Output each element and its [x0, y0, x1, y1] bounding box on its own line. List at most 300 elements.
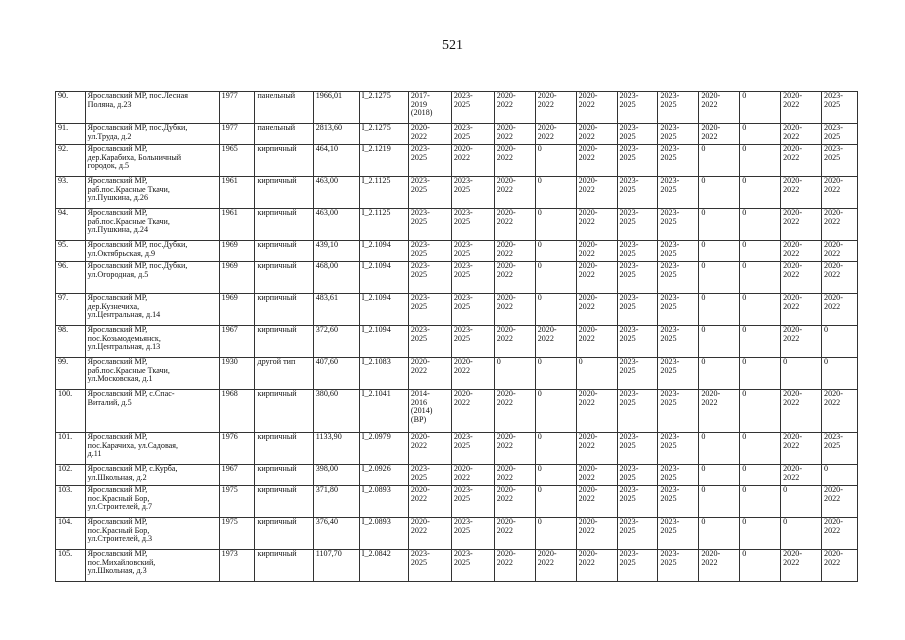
cell-line: 2020- — [578, 91, 598, 100]
cell-line: 2025 — [410, 216, 428, 226]
period-cell — [658, 262, 699, 294]
period-cell — [658, 177, 699, 209]
cell-line: 2023- — [453, 325, 473, 334]
code-cell: I_2.1094 — [359, 294, 408, 326]
period-cell — [617, 326, 658, 358]
cell-line: 2023- — [660, 325, 680, 334]
period-cell — [408, 241, 451, 262]
code-cell: I_2.0893 — [359, 486, 408, 518]
cell-line: 2022 — [453, 472, 471, 482]
cell-line: 2022 — [578, 525, 595, 535]
cell-line: 2020- — [496, 261, 516, 270]
cell-line: 2023- — [453, 549, 473, 558]
cell-line: 2020- — [410, 517, 430, 526]
row-number: 104. — [56, 518, 86, 550]
period-cell — [451, 486, 494, 518]
cell-line: 2020- — [783, 549, 803, 558]
cell-line: 2020- — [824, 293, 843, 302]
cell-line: 2023- — [660, 208, 680, 217]
cell-line: дер.Карабиха, Больничный — [87, 152, 182, 162]
cell-line: Ярославский МР, — [87, 293, 148, 302]
period-cell — [408, 145, 451, 177]
code-cell: I_2.0893 — [359, 518, 408, 550]
period-cell — [408, 262, 451, 294]
area-cell: 463,00 — [313, 209, 359, 241]
cell-line: 2020- — [578, 549, 598, 558]
cell-line: 2022 — [578, 269, 595, 279]
row-number: 97. — [56, 294, 86, 326]
period-cell — [699, 241, 740, 262]
cell-line: 0 — [742, 549, 747, 558]
cell-line: 2023- — [824, 144, 843, 153]
cell-line: Ярославский МР, — [87, 144, 148, 153]
period-cell — [781, 177, 822, 209]
address-cell — [85, 294, 219, 326]
period-cell — [740, 262, 781, 294]
period-cell — [408, 518, 451, 550]
period-cell — [451, 92, 494, 124]
cell-line: 2023- — [453, 123, 473, 132]
cell-line: раб.пос.Красные Ткачи, — [87, 184, 170, 194]
period-cell — [658, 518, 699, 550]
period-cell — [408, 465, 451, 486]
period-cell — [781, 550, 822, 582]
period-cell — [576, 358, 617, 390]
cell-line: 2025 — [660, 525, 677, 535]
cell-line: 2020- — [496, 123, 516, 132]
cell-line: 2017- — [410, 91, 430, 100]
year-cell: 1961 — [219, 177, 255, 209]
cell-line: 0 — [537, 176, 542, 185]
cell-line: 0 — [742, 325, 747, 334]
cell-line: 2022 — [783, 248, 800, 258]
period-cell — [408, 177, 451, 209]
period-cell — [408, 550, 451, 582]
cell-line: 2022 — [783, 152, 800, 162]
cell-line: 2020- — [783, 293, 803, 302]
cell-line: 2020- — [496, 485, 516, 494]
code-cell: I_2.0842 — [359, 550, 408, 582]
cell-line: 2023- — [619, 144, 639, 153]
cell-line: 2022 — [578, 472, 595, 482]
cell-line: 2022 — [410, 365, 428, 375]
area-cell: 1107,70 — [313, 550, 359, 582]
period-cell — [617, 241, 658, 262]
period-cell — [451, 326, 494, 358]
cell-line: 2020- — [537, 91, 557, 100]
period-cell — [576, 241, 617, 262]
cell-line: 2023- — [619, 293, 639, 302]
cell-line: 2022 — [783, 557, 800, 567]
cell-line: 0 — [824, 357, 829, 366]
year-cell: 1967 — [219, 465, 255, 486]
period-cell — [617, 550, 658, 582]
period-cell — [535, 550, 576, 582]
period-cell — [617, 124, 658, 145]
cell-line: 2022 — [496, 152, 513, 162]
period-cell — [781, 124, 822, 145]
row-number: 96. — [56, 262, 86, 294]
cell-line: 2023- — [660, 549, 680, 558]
row-number: 93. — [56, 177, 86, 209]
period-cell — [494, 177, 535, 209]
year-cell: 1975 — [219, 518, 255, 550]
period-cell — [699, 358, 740, 390]
cell-line: 2020- — [578, 261, 598, 270]
area-cell: 372,60 — [313, 326, 359, 358]
period-cell — [658, 390, 699, 433]
cell-line: 2020- — [824, 389, 843, 398]
period-cell — [451, 358, 494, 390]
cell-line: раб.пос.Красные Ткачи, — [87, 365, 170, 375]
period-cell — [535, 92, 576, 124]
wall-material-cell: кирпичный — [255, 518, 313, 550]
cell-line: 2023- — [619, 176, 639, 185]
cell-line: Ярославский МР, пос.Дубки, — [87, 240, 188, 249]
cell-line: 0 — [496, 357, 501, 366]
cell-line: 2023- — [660, 123, 680, 132]
period-cell — [535, 177, 576, 209]
period-cell — [699, 294, 740, 326]
period-cell — [617, 465, 658, 486]
period-cell — [740, 390, 781, 433]
cell-line: 2025 — [660, 269, 677, 279]
cell-line: 0 — [742, 517, 747, 526]
period-cell — [740, 550, 781, 582]
cell-line: 2022 — [783, 301, 800, 311]
row-number: 92. — [56, 145, 86, 177]
cell-line: 2025 — [824, 99, 841, 109]
period-cell — [781, 241, 822, 262]
period-cell — [699, 124, 740, 145]
cell-line: 2025 — [453, 248, 471, 258]
address-cell — [85, 433, 219, 465]
period-cell — [451, 209, 494, 241]
cell-line: 2025 — [660, 493, 677, 503]
address-cell — [85, 124, 219, 145]
period-cell — [699, 177, 740, 209]
cell-line: ул.Школьная, д.3 — [87, 566, 147, 576]
period-cell — [535, 390, 576, 433]
cell-line: 2020- — [537, 123, 557, 132]
table-row — [56, 358, 858, 390]
cell-line: Ярославский МР, — [87, 208, 148, 217]
cell-line: 0 — [701, 293, 706, 302]
period-cell — [699, 326, 740, 358]
cell-line: 2020- — [701, 123, 721, 132]
address-cell — [85, 326, 219, 358]
cell-line: 2022 — [496, 440, 513, 450]
cell-line: 2022 — [496, 216, 513, 226]
cell-line: 2023- — [410, 208, 430, 217]
cell-line: 0 — [701, 144, 706, 153]
cell-line: 2022 — [824, 248, 841, 258]
cell-line: 2022 — [578, 397, 595, 407]
period-cell — [699, 433, 740, 465]
cell-line: 2025 — [660, 216, 677, 226]
cell-line: ул.Московская, д.1 — [87, 374, 153, 384]
cell-line: 2022 — [496, 184, 513, 194]
cell-line: пос.Красный Бор, — [87, 525, 150, 535]
period-cell — [781, 294, 822, 326]
period-cell — [576, 177, 617, 209]
period-cell — [576, 262, 617, 294]
cell-line: 2025 — [619, 493, 636, 503]
cell-line: ул.Огородная, д.5 — [87, 269, 149, 279]
cell-line: 2022 — [496, 131, 513, 141]
cell-line: 0 — [783, 485, 788, 494]
cell-line: 2022 — [783, 333, 800, 343]
cell-line: 2023- — [453, 261, 473, 270]
cell-line: 2022 — [453, 152, 471, 162]
year-cell: 1973 — [219, 550, 255, 582]
period-cell — [451, 124, 494, 145]
cell-line: 2025 — [453, 99, 471, 109]
cell-line: 2023- — [619, 464, 639, 473]
area-cell: 380,60 — [313, 390, 359, 433]
table-row — [56, 209, 858, 241]
cell-line: 0 — [701, 485, 706, 494]
cell-line: 2020- — [783, 240, 803, 249]
cell-line: 2020- — [578, 144, 598, 153]
address-cell — [85, 262, 219, 294]
cell-line: 2022 — [496, 525, 513, 535]
area-cell: 439,10 — [313, 241, 359, 262]
period-cell — [494, 294, 535, 326]
period-cell — [781, 465, 822, 486]
wall-material-cell: кирпичный — [255, 209, 313, 241]
cell-line: 2025 — [619, 152, 636, 162]
cell-line: 2020- — [578, 325, 598, 334]
cell-line: ул.Октябрьская, д.9 — [87, 248, 156, 258]
cell-line: пос.Карачиха, ул.Садовая, — [87, 440, 178, 450]
cell-line: 2020- — [453, 357, 473, 366]
cell-line: 2022 — [783, 99, 800, 109]
cell-line: 2023- — [410, 464, 430, 473]
address-cell — [85, 358, 219, 390]
cell-line: 2023- — [453, 208, 473, 217]
period-cell — [408, 390, 451, 433]
year-cell: 1976 — [219, 433, 255, 465]
period-cell — [494, 518, 535, 550]
cell-line: 2020- — [410, 123, 430, 132]
wall-material-cell: кирпичный — [255, 177, 313, 209]
cell-line: 2020- — [824, 240, 843, 249]
period-cell — [658, 124, 699, 145]
period-cell — [740, 177, 781, 209]
cell-line: ул.Строителей, д.3 — [87, 534, 153, 544]
cell-line: 2020- — [783, 123, 803, 132]
period-cell — [822, 486, 858, 518]
cell-line: 2025 — [410, 152, 428, 162]
period-cell — [699, 486, 740, 518]
table-row — [56, 294, 858, 326]
year-cell: 1977 — [219, 124, 255, 145]
cell-line: 2023- — [410, 261, 430, 270]
cell-line: раб.пос.Красные Ткачи, — [87, 216, 170, 226]
table-row — [56, 326, 858, 358]
period-cell — [822, 358, 858, 390]
period-cell — [822, 209, 858, 241]
period-cell — [699, 465, 740, 486]
code-cell: I_2.1094 — [359, 326, 408, 358]
cell-line: 2020- — [453, 389, 473, 398]
cell-line: 0 — [537, 293, 542, 302]
cell-line: 2023- — [660, 91, 680, 100]
cell-line: 2020- — [783, 325, 803, 334]
cell-line: д.11 — [87, 449, 102, 459]
code-cell: I_2.1094 — [359, 262, 408, 294]
cell-line: 2025 — [453, 184, 471, 194]
period-cell — [617, 177, 658, 209]
area-cell: 463,00 — [313, 177, 359, 209]
cell-line: 2025 — [660, 301, 677, 311]
period-cell — [535, 294, 576, 326]
cell-line: 2023- — [660, 432, 680, 441]
period-cell — [576, 433, 617, 465]
area-cell: 376,40 — [313, 518, 359, 550]
period-cell — [451, 433, 494, 465]
cell-line: Ярославский МР, пос.Дубки, — [87, 261, 188, 270]
cell-line: 2023- — [824, 91, 843, 100]
area-cell: 1966,01 — [313, 92, 359, 124]
cell-line: 2022 — [578, 216, 595, 226]
cell-line: 2025 — [619, 184, 636, 194]
period-cell — [740, 209, 781, 241]
cell-line: 2022 — [824, 557, 841, 567]
cell-line: 2020- — [578, 123, 598, 132]
cell-line: 2023- — [619, 325, 639, 334]
cell-line: 2020- — [578, 208, 598, 217]
cell-line: 0 — [537, 240, 542, 249]
cell-line: 2020- — [783, 91, 803, 100]
cell-line: 2022 — [537, 131, 554, 141]
table-row — [56, 262, 858, 294]
period-cell — [535, 518, 576, 550]
period-cell — [658, 358, 699, 390]
period-cell — [658, 209, 699, 241]
period-cell — [781, 518, 822, 550]
period-cell — [699, 262, 740, 294]
cell-line: 0 — [701, 208, 706, 217]
table-row — [56, 486, 858, 518]
cell-line: 2020- — [824, 261, 843, 270]
cell-line: 2022 — [783, 440, 800, 450]
cell-line: 2023- — [660, 293, 680, 302]
period-cell — [822, 550, 858, 582]
cell-line: 2023- — [660, 464, 680, 473]
row-number: 90. — [56, 92, 86, 124]
cell-line: 2025 — [410, 472, 428, 482]
table-row — [56, 145, 858, 177]
period-cell — [451, 390, 494, 433]
cell-line: 2020- — [824, 549, 843, 558]
cell-line: 0 — [701, 357, 706, 366]
cell-line: 2020- — [410, 432, 430, 441]
cell-line: 2025 — [824, 440, 841, 450]
cell-line: 2022 — [578, 248, 595, 258]
cell-line: 2022 — [578, 301, 595, 311]
wall-material-cell: кирпичный — [255, 433, 313, 465]
cell-line: 2020- — [410, 357, 430, 366]
cell-line: 2020- — [410, 485, 430, 494]
cell-line: 2020- — [783, 464, 803, 473]
cell-line: 2022 — [410, 131, 428, 141]
cell-line: 2020- — [496, 464, 516, 473]
wall-material-cell: кирпичный — [255, 465, 313, 486]
cell-line: Ярославский МР, пос.Дубки, — [87, 123, 188, 132]
period-cell — [576, 465, 617, 486]
period-cell — [451, 294, 494, 326]
cell-line: 2025 — [453, 440, 471, 450]
cell-line: 2025 — [410, 269, 428, 279]
wall-material-cell: кирпичный — [255, 262, 313, 294]
cell-line: 2022 — [410, 493, 428, 503]
cell-line: 0 — [783, 517, 788, 526]
cell-line: 2025 — [660, 152, 677, 162]
cell-line: 0 — [742, 261, 747, 270]
cell-line: 2022 — [537, 557, 554, 567]
code-cell: I_2.1275 — [359, 92, 408, 124]
cell-line: 2022 — [537, 99, 554, 109]
period-cell — [781, 390, 822, 433]
cell-line: 2020- — [783, 432, 803, 441]
cell-line: 0 — [742, 208, 747, 217]
period-cell — [822, 390, 858, 433]
cell-line: 2025 — [453, 493, 471, 503]
wall-material-cell: другой тип — [255, 358, 313, 390]
table-row — [56, 465, 858, 486]
period-cell — [451, 518, 494, 550]
cell-line: ул.Центральная, д.13 — [87, 342, 161, 352]
cell-line: 0 — [701, 432, 706, 441]
cell-line: Ярославский МР, — [87, 325, 148, 334]
cell-line: пос.Козьмодемьянск, — [87, 333, 161, 343]
cell-line: 0 — [537, 464, 542, 473]
period-cell — [781, 145, 822, 177]
cell-line: 0 — [742, 240, 747, 249]
cell-line: 2020- — [701, 91, 721, 100]
period-cell — [535, 433, 576, 465]
period-cell — [740, 92, 781, 124]
cell-line: 2020- — [783, 389, 803, 398]
cell-line: 2025 — [619, 216, 636, 226]
period-cell — [451, 262, 494, 294]
period-cell — [699, 145, 740, 177]
period-cell — [535, 326, 576, 358]
cell-line: 2022 — [578, 99, 595, 109]
period-cell — [494, 145, 535, 177]
row-number: 102. — [56, 465, 86, 486]
cell-line: 2025 — [619, 440, 636, 450]
cell-line: 0 — [537, 485, 542, 494]
period-cell — [822, 177, 858, 209]
year-cell: 1961 — [219, 209, 255, 241]
period-cell — [494, 433, 535, 465]
cell-line: 2020- — [496, 240, 516, 249]
cell-line: 2020- — [578, 176, 598, 185]
address-cell — [85, 177, 219, 209]
cell-line: 2022 — [578, 152, 595, 162]
cell-line: 2023- — [619, 123, 639, 132]
period-cell — [658, 145, 699, 177]
wall-material-cell: панельный — [255, 124, 313, 145]
period-cell — [451, 177, 494, 209]
cell-line: 2022 — [578, 440, 595, 450]
cell-line: 2022 — [701, 131, 718, 141]
period-cell — [822, 465, 858, 486]
cell-line: 0 — [537, 432, 542, 441]
